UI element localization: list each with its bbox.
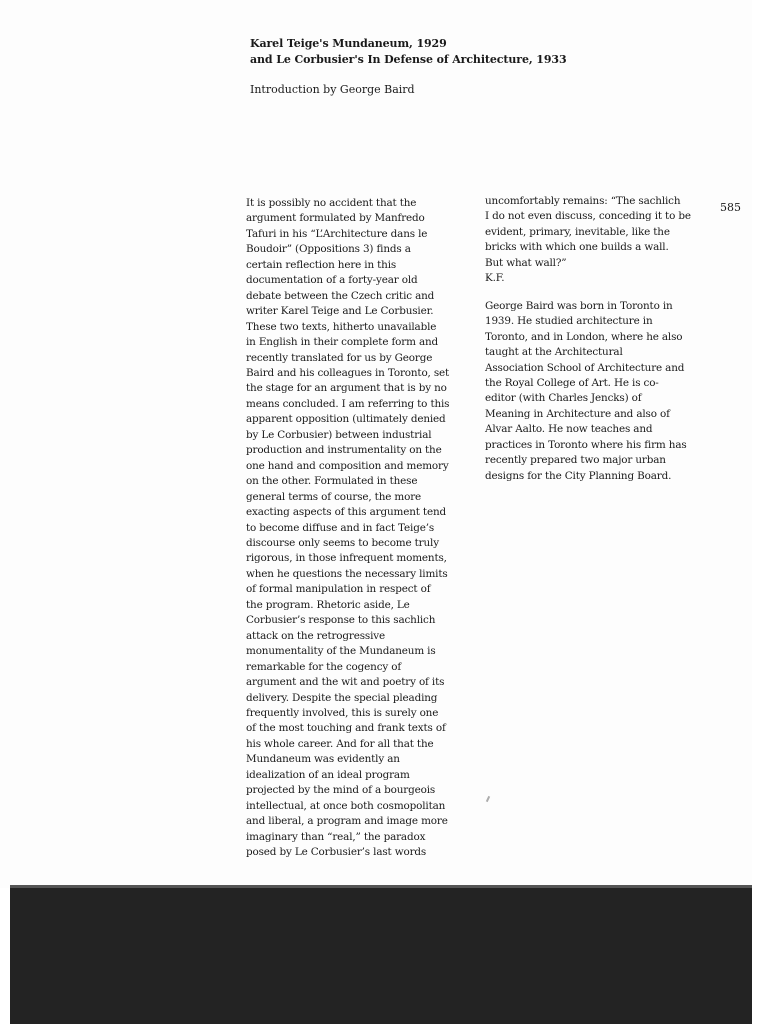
- text-line: projected by the mind of a bourgeois: [246, 784, 436, 797]
- text-line: discourse only seems to become truly: [246, 536, 439, 549]
- text-line: by Le Corbusier) between industrial: [246, 428, 432, 441]
- text-line: posed by Le Corbusier’s last words: [246, 846, 427, 859]
- text-line: editor (with Charles Jencks) of: [485, 392, 642, 405]
- text-line: exacting aspects of this argument tend: [246, 506, 447, 519]
- text-line: and liberal, a program and image more: [246, 815, 448, 828]
- article-header: [250, 36, 610, 98]
- text-line: argument formulated by Manfredo: [246, 212, 425, 225]
- text-line: practices in Toronto where his firm has: [485, 438, 687, 451]
- text-line: 1939. He studied architecture in: [485, 315, 653, 328]
- text-line: delivery. Despite the special pleading: [246, 691, 438, 704]
- text-line: These two texts, hitherto unavailable: [246, 320, 437, 333]
- author-initials: K.F.: [485, 272, 505, 285]
- text-line: frequently involved, this is surely one: [246, 706, 439, 719]
- text-line: idealization of an ideal program: [246, 768, 410, 781]
- text-line: writer Karel Teige and Le Corbusier.: [246, 305, 434, 318]
- scan-margin-left: [0, 888, 10, 1024]
- text-line: the stage for an argument that is by no: [246, 382, 447, 395]
- paragraph-gap: [485, 287, 707, 299]
- text-line: Association School of Architecture and: [485, 361, 685, 374]
- text-line: general terms of course, the more: [246, 490, 422, 503]
- text-line: intellectual, at once both cosmopolitan: [246, 799, 446, 812]
- text-line: apparent opposition (ultimately denied: [246, 413, 446, 426]
- article-title-line-2: and Le Corbusier's In Defense of Architecture, 1933: [250, 53, 567, 66]
- text-line: remarkable for the cogency of: [246, 660, 402, 673]
- text-line: Meaning in Architecture and also of: [485, 407, 670, 420]
- text-line: the Royal College of Art. He is co-: [485, 376, 659, 389]
- text-line: But what wall?”: [485, 256, 567, 269]
- text-line: rigorous, in those infrequent moments,: [246, 552, 447, 565]
- scan-margin-right: [752, 0, 768, 1024]
- text-line: certain reflection here in this: [246, 258, 397, 271]
- scanner-bed-shadow: [10, 888, 754, 1024]
- article-byline: Introduction by George Baird: [250, 83, 415, 96]
- text-line: means concluded. I am referring to this: [246, 397, 450, 410]
- page-number: 585: [720, 201, 741, 214]
- text-line: attack on the retrogressive: [246, 629, 385, 642]
- text-line: argument and the wit and poetry of its: [246, 676, 445, 689]
- text-line: Tafuri in his “L’Architecture dans le: [246, 227, 428, 240]
- article-title-line-1: Karel Teige's Mundaneum, 1929: [250, 37, 447, 50]
- text-line: evident, primary, inevitable, like the: [485, 225, 670, 238]
- text-line: to become diffuse and in fact Teige’s: [246, 521, 435, 534]
- right-text-column: [485, 194, 707, 484]
- text-line: George Baird was born in Toronto in: [485, 299, 673, 312]
- text-line: Mundaneum was evidently an: [246, 753, 400, 766]
- text-line: when he questions the necessary limits: [246, 567, 448, 580]
- text-line: in English in their complete form and: [246, 336, 439, 349]
- text-line: his whole career. And for all that the: [246, 737, 434, 750]
- text-line: of the most touching and frank texts of: [246, 722, 446, 735]
- text-line: Corbusier’s response to this sachlich: [246, 614, 436, 627]
- left-text-column: [246, 196, 466, 860]
- text-line: of formal manipulation in respect of: [246, 583, 431, 596]
- text-line: It is possibly no accident that the: [246, 197, 417, 209]
- author-bio-paragraph: [485, 299, 707, 484]
- text-line: one hand and composition and memory: [246, 459, 449, 472]
- text-line: taught at the Architectural: [485, 346, 623, 359]
- text-line: Baird and his colleagues in Toronto, set: [246, 366, 450, 379]
- text-line: monumentality of the Mundaneum is: [246, 645, 436, 658]
- text-line: Toronto, and in London, where he also: [485, 330, 683, 343]
- text-line: the program. Rhetoric aside, Le: [246, 598, 410, 611]
- scan-speck: [486, 796, 490, 802]
- text-line: recently translated for us by George: [246, 351, 433, 364]
- text-line: Boudoir” (Oppositions 3) finds a: [246, 243, 411, 256]
- text-line: Alvar Aalto. He now teaches and: [485, 423, 653, 436]
- text-line: debate between the Czech critic and: [246, 289, 435, 302]
- text-line: bricks with which one builds a wall.: [485, 241, 669, 254]
- text-line: imaginary than “real,” the paradox: [246, 830, 426, 843]
- text-line: documentation of a forty-year old: [246, 274, 418, 287]
- text-line: recently prepared two major urban: [485, 454, 666, 467]
- closing-quote-paragraph: [485, 194, 707, 287]
- text-line: on the other. Formulated in these: [246, 475, 418, 488]
- text-line: I do not even discuss, conceding it to be: [485, 210, 691, 223]
- text-line: production and instrumentality on the: [246, 444, 442, 457]
- text-line: designs for the City Planning Board.: [485, 469, 672, 482]
- text-line: uncomfortably remains: “The sachlich: [485, 195, 681, 207]
